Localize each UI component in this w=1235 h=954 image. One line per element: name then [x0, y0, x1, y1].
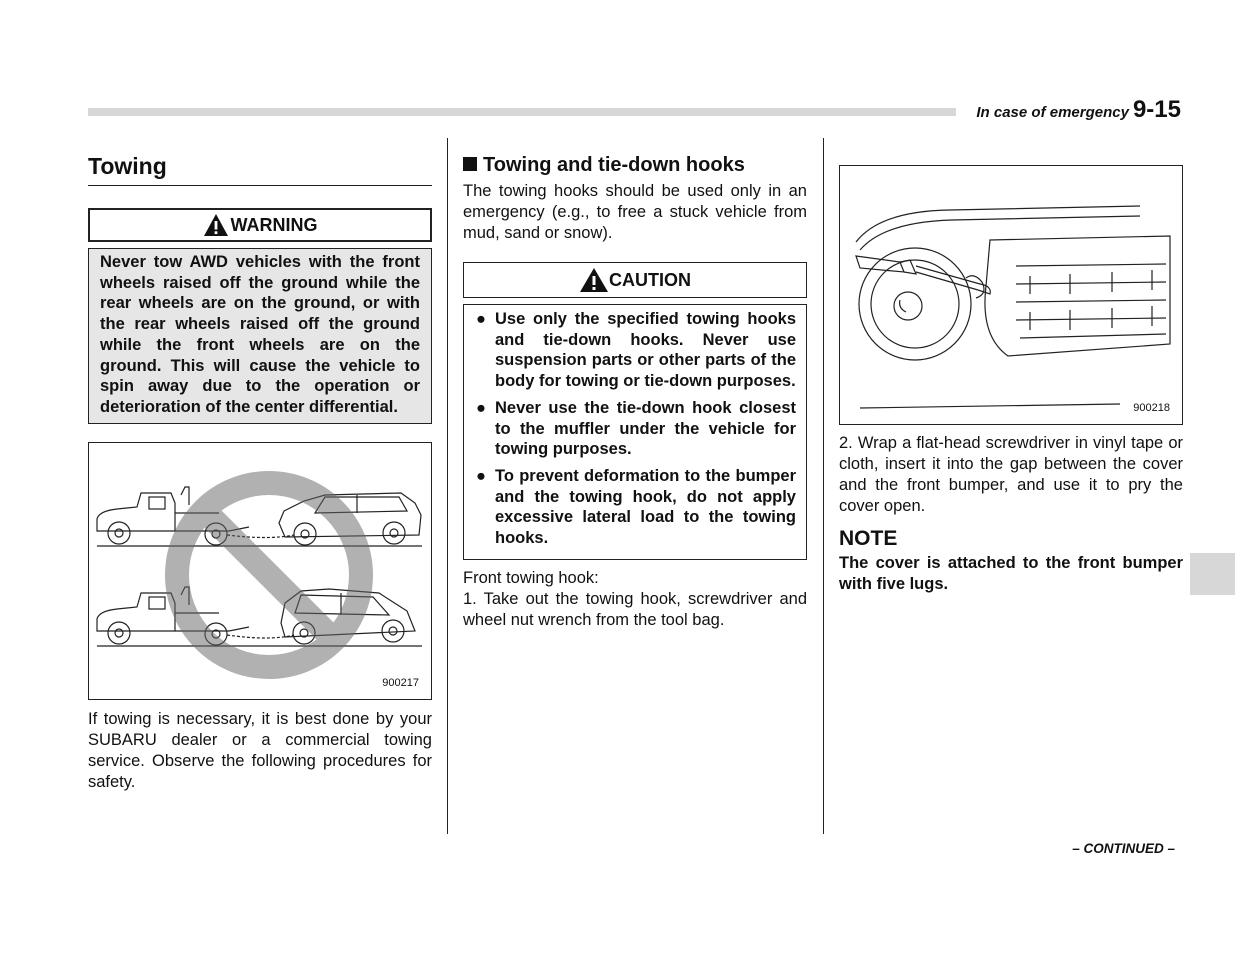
caution-item-text: Use only the specified towing hooks and tie-down hooks. Never use suspension parts or other parts of the body for towing or tie-down purposes.	[495, 310, 796, 391]
caution-header	[463, 262, 807, 298]
square-bullet-icon	[463, 157, 477, 171]
bullet-icon: ●	[476, 310, 486, 328]
section-heading-text: Towing and tie-down hooks	[483, 154, 745, 176]
caution-item	[474, 398, 796, 460]
column-2	[463, 150, 807, 631]
note-text: The cover is attached to the front bumper with five lugs.	[839, 554, 1183, 593]
caution-item-text: To prevent deformation to the bumper and the towing hook, do not apply excessive lateral load to the towing hooks.	[495, 466, 796, 548]
caution-item	[474, 466, 796, 549]
column-divider	[823, 138, 824, 834]
warning-triangle-icon	[203, 213, 229, 237]
step-2: 2. Wrap a flat-head screwdriver in vinyl tape or cloth, insert it into the gap between the cover and the front bumper, and use it to pry the cover open.	[839, 434, 1183, 515]
intro-paragraph: The towing hooks should be used only in an emergency (e.g., to free a stuck vehicle from mud, sand or snow).	[463, 182, 807, 242]
towing-figure	[88, 442, 432, 700]
page-title: Towing	[88, 153, 432, 186]
continued-label: – CONTINUED –	[1072, 841, 1175, 856]
bumper-cover-figure	[839, 165, 1183, 425]
warning-header	[88, 208, 432, 242]
towing-paragraph: If towing is necessary, it is best done by your SUBARU dealer or a commercial towing service. Observe the following procedures for safety.	[88, 709, 432, 791]
front-hook-label: Front towing hook:	[463, 568, 599, 587]
column-1	[88, 150, 432, 793]
warning-text: Never tow AWD vehicles with the front wheels raised off the ground while the rear wheels are on the ground, or with the rear wheels raised off the ground while the front wheels are on the ground. This will cause the vehicle to spin away due to the operation or deterioration of the center differential.	[88, 248, 432, 424]
bullet-icon: ●	[476, 398, 486, 417]
chapter-tab	[1190, 553, 1235, 595]
section-name: In case of emergency	[976, 104, 1129, 121]
caution-item	[474, 309, 796, 392]
bumper-cover-illustration	[840, 166, 1182, 424]
running-header	[976, 96, 1181, 124]
column-3	[839, 165, 1183, 595]
caution-box	[463, 304, 807, 560]
caution-item-text: Never use the tie-down hook closest to the muffler under the vehicle for towing purposes.	[495, 398, 796, 459]
figure-id: 900218	[1133, 402, 1170, 414]
towing-illustration	[89, 443, 431, 699]
section-heading	[463, 154, 807, 177]
header-bar	[88, 108, 956, 116]
note-heading: NOTE	[839, 527, 898, 550]
page-number: 9-15	[1132, 96, 1181, 123]
warning-triangle-icon	[579, 267, 609, 293]
bullet-icon: ●	[476, 466, 486, 485]
figure-id: 900217	[382, 676, 419, 689]
warning-label: WARNING	[230, 214, 318, 235]
column-divider	[447, 138, 448, 834]
step-1: 1. Take out the towing hook, screwdriver and wheel nut wrench from the tool bag.	[463, 589, 807, 629]
caution-label: CAUTION	[609, 269, 691, 290]
